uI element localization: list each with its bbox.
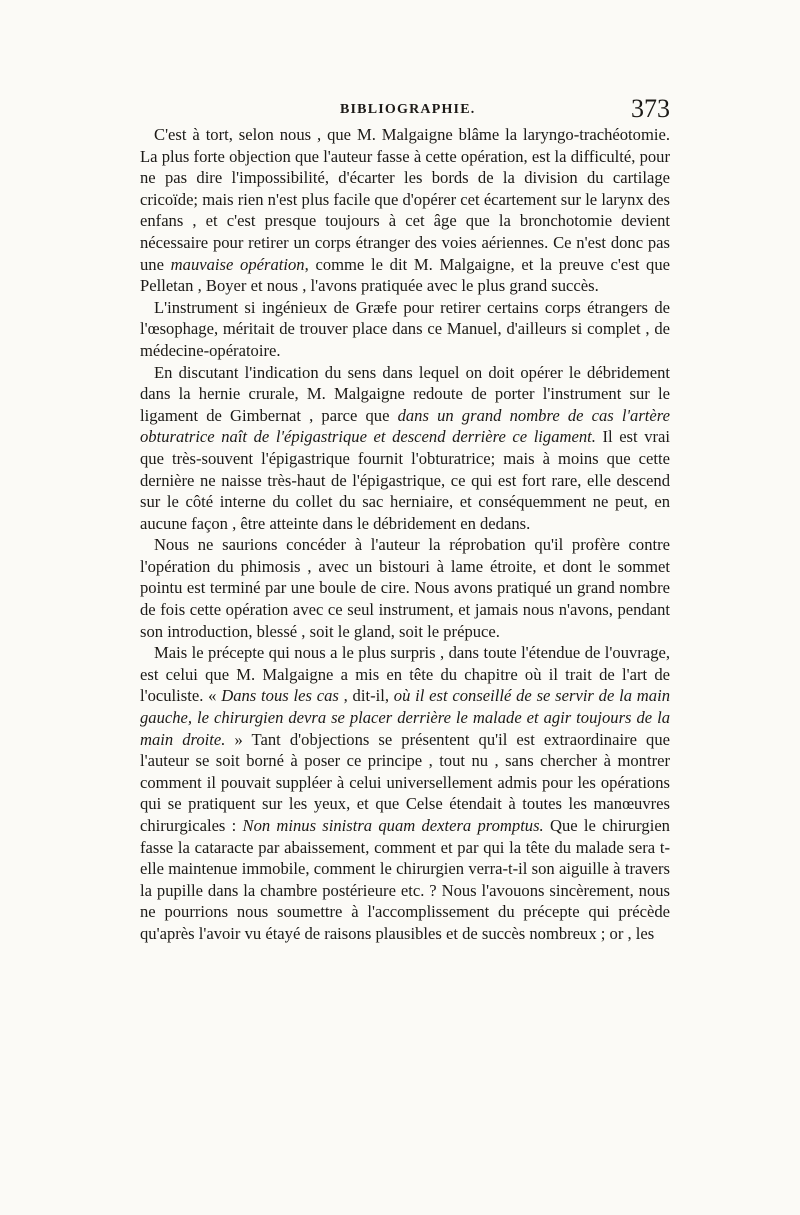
text-run: » Tant d'objections se présentent qu'il est extraordinaire que l'auteur se soit borné à poser ce principe , tout nu , sans chercher à montrer comment il pouvait suppléer à celui universellement admis pour les opérations qui se pratiquent sur les yeux, et que Celse étendait à toutes les manœuvres chirurgicales : [140, 729, 670, 835]
body-text [140, 124, 670, 945]
text-run: L'instrument si ingénieux de Græfe pour retirer certains corps étrangers de l'œsophage, méritait de trouver place dans ce Manuel, d'ailleurs si complet , de médecine-opératoire. [140, 297, 670, 360]
paragraph [140, 534, 670, 642]
italic-text: dans un grand nombre de cas l'artère obturatrice naît de l'épigastrique et descend derrière ce ligament. [140, 405, 670, 447]
italic-text: Dans tous les cas [221, 686, 339, 706]
text-run: Que le chirurgien fasse la cataracte par abaissement, comment et par qui la tête du malade sera t-elle maintenue immobile, comment le chirurgien verra-t-il son aiguille à travers la pupille dans la chambre postérieure etc. ? Nous l'avouons sincèrement, nous ne pourrions nous soumettre à l'accomplissement du précepte qui précède qu'après l'avoir vu étayé de raisons plausibles et de succès nombreux ; or , les [140, 816, 670, 943]
text-run: , dit-il, [338, 686, 394, 706]
text-run: Il est vrai que très-souvent l'épigastrique fournit l'obturatrice; mais à moins que cette dernière ne naisse très-haut de l'épigastrique, ce qui est fort rare, elle descend sur le côté interne du collet du sac herniaire, et conséquemment ne peut, en aucune façon , être atteinte dans le débridement en dedans. [140, 427, 670, 533]
italic-text: où il est conseillé de se servir de la main gauche, le chirurgien devra se placer derrière le malade et agir toujours de la main droite. [140, 686, 670, 749]
text-run: , comme le dit M. Malgaigne, et la preuve c'est que Pelletan , Boyer et nous , l'avons pratiquée avec le plus grand succès. [140, 254, 671, 296]
paragraph [140, 297, 670, 362]
page-number: 373 [631, 94, 670, 123]
italic-text: mauvaise opération [170, 254, 305, 274]
text-run: Mais le précepte qui nous a le plus surpris , dans toute l'étendue de l'ouvrage, est celui que M. Malgaigne a mis en tête du chapitre où il trait de l'art de l'oculiste. « [140, 643, 670, 706]
paragraph [140, 642, 670, 944]
text-run: En discutant l'indication du sens dans lequel on doit opérer le débridement dans la hernie crurale, M. Malgaigne redoute de porter l'instrument sur le ligament de Gimbernat , parce que [140, 362, 670, 425]
text-run: Nous ne saurions concéder à l'auteur la réprobation qu'il profère contre l'opération du phimosis , avec un bistouri à lame étroite, et dont le sommet pointu est terminé par une boule de cire. Nous avons pratiqué un grand nombre de fois cette opération avec ce seul instrument, et jamais nous n'avons, pendant son introduction, blessé , soit le gland, soit le prépuce. [140, 535, 670, 641]
paragraph [140, 124, 670, 297]
running-head: BIBLIOGRAPHIE. [340, 102, 476, 117]
text-run: C'est à tort, selon nous , que M. Malgaigne blâme la laryngo-trachéotomie. La plus forte objection que l'auteur fasse à cette opération, est la difficulté, pour ne pas dire l'impossibilité, d'écarter les bords de la division du cartilage cricoïde; mais rien n'est plus facile que d'opérer cet écartement sur le larynx des enfans , et c'est presque toujours à cet âge que la bronchotomie devient nécessaire pour retirer un corps étranger des voies aériennes. Ce n'est donc pas une [140, 125, 670, 274]
italic-text: Non minus sinistra quam dextera promptus. [242, 816, 544, 835]
paragraph [140, 362, 670, 535]
